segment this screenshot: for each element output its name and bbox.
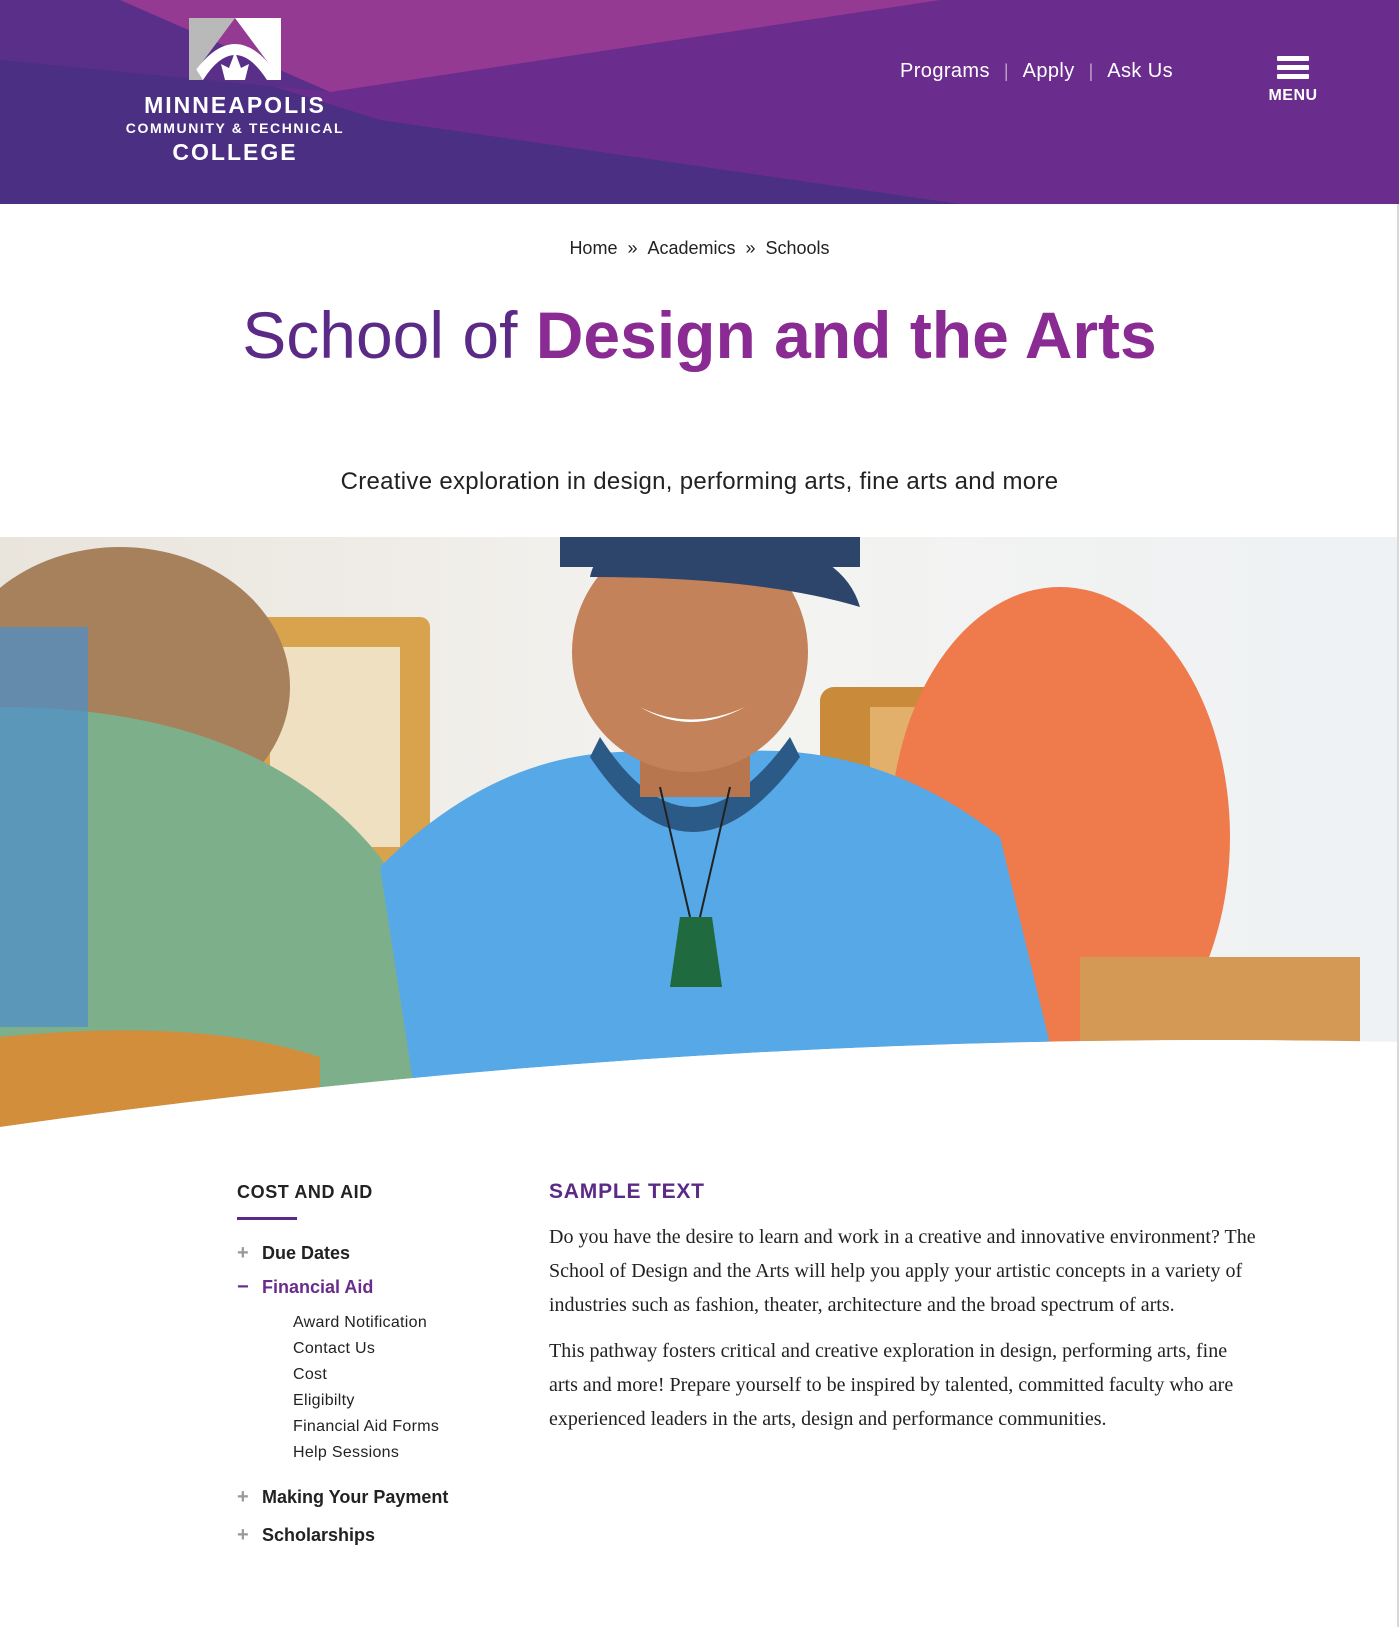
sidebar-heading: COST AND AID xyxy=(237,1182,373,1202)
page-subtitle: Creative exploration in design, performing arts, fine arts and more xyxy=(340,468,1059,495)
nav-separator: | xyxy=(1003,61,1009,81)
minus-icon: − xyxy=(237,1275,249,1298)
logo-text-community-technical: COMMUNITY & TECHNICAL xyxy=(125,120,345,136)
menu-button[interactable] xyxy=(1262,56,1324,105)
college-logo[interactable] xyxy=(120,18,350,166)
sidebar-heading-rule xyxy=(237,1217,297,1220)
financial-aid-submenu xyxy=(293,1310,497,1466)
submenu-item-contact-us[interactable]: Contact Us xyxy=(293,1340,376,1357)
logo-mark-icon xyxy=(189,18,281,82)
site-header xyxy=(0,0,1399,204)
main-content xyxy=(549,1180,1259,1436)
page-title-bold: Design and the Arts xyxy=(535,298,1157,372)
sidebar-cost-and-aid xyxy=(237,1182,497,1554)
sidebar-item-label: Due Dates xyxy=(262,1242,351,1263)
submenu-item-help-sessions[interactable]: Help Sessions xyxy=(293,1444,400,1461)
submenu-item-eligibility[interactable]: Eligibilty xyxy=(293,1392,355,1409)
nav-apply[interactable]: Apply xyxy=(1022,60,1075,82)
plus-icon: + xyxy=(237,1523,249,1546)
menu-label: MENU xyxy=(1268,87,1318,104)
submenu-item-financial-aid-forms[interactable]: Financial Aid Forms xyxy=(293,1418,440,1435)
logo-text-college: COLLEGE xyxy=(172,139,298,165)
body-paragraph: This pathway fosters critical and creative exploration in design, performing arts, fine arts and more! Prepare yourself to be inspired by talented, committed faculty who are experienced leaders in the arts, design and performance communities. xyxy=(549,1340,1234,1430)
nav-ask-us[interactable]: Ask Us xyxy=(1107,60,1174,82)
plus-icon: + xyxy=(237,1241,249,1264)
sidebar-item-making-your-payment[interactable] xyxy=(237,1478,497,1516)
plus-icon: + xyxy=(237,1485,249,1508)
breadcrumb-schools[interactable]: Schools xyxy=(765,238,830,258)
breadcrumb-separator: » xyxy=(627,238,638,258)
page-title xyxy=(0,300,1399,382)
sidebar-item-label: Scholarships xyxy=(262,1524,376,1545)
breadcrumb-separator: » xyxy=(745,238,756,258)
logo-text-minneapolis: MINNEAPOLIS xyxy=(144,92,326,118)
submenu-item-award-notification[interactable]: Award Notification xyxy=(293,1314,428,1331)
top-navigation xyxy=(900,60,1173,83)
body-paragraph: Do you have the desire to learn and work in a creative and innovative environment? The School of Design and the Arts will help you apply your artistic concepts in a variety of industries such as fashion, theater, architecture and the broad spectrum of arts. xyxy=(549,1226,1256,1316)
hamburger-icon xyxy=(1262,56,1324,79)
sidebar-item-label: Making Your Payment xyxy=(262,1486,449,1507)
breadcrumb-home[interactable]: Home xyxy=(569,238,618,258)
sidebar-item-financial-aid[interactable] xyxy=(237,1270,497,1304)
nav-programs[interactable]: Programs xyxy=(900,60,990,82)
section-heading: SAMPLE TEXT xyxy=(549,1180,705,1203)
sidebar-item-due-dates[interactable] xyxy=(237,1236,497,1270)
breadcrumb xyxy=(0,238,1399,259)
nav-separator: | xyxy=(1088,61,1094,81)
sidebar-item-scholarships[interactable] xyxy=(237,1516,497,1554)
submenu-item-cost[interactable]: Cost xyxy=(293,1366,328,1383)
sidebar-item-label: Financial Aid xyxy=(262,1276,374,1297)
hero-image xyxy=(0,537,1399,1127)
breadcrumb-academics[interactable]: Academics xyxy=(647,238,736,258)
page-title-light: School of xyxy=(242,298,536,372)
